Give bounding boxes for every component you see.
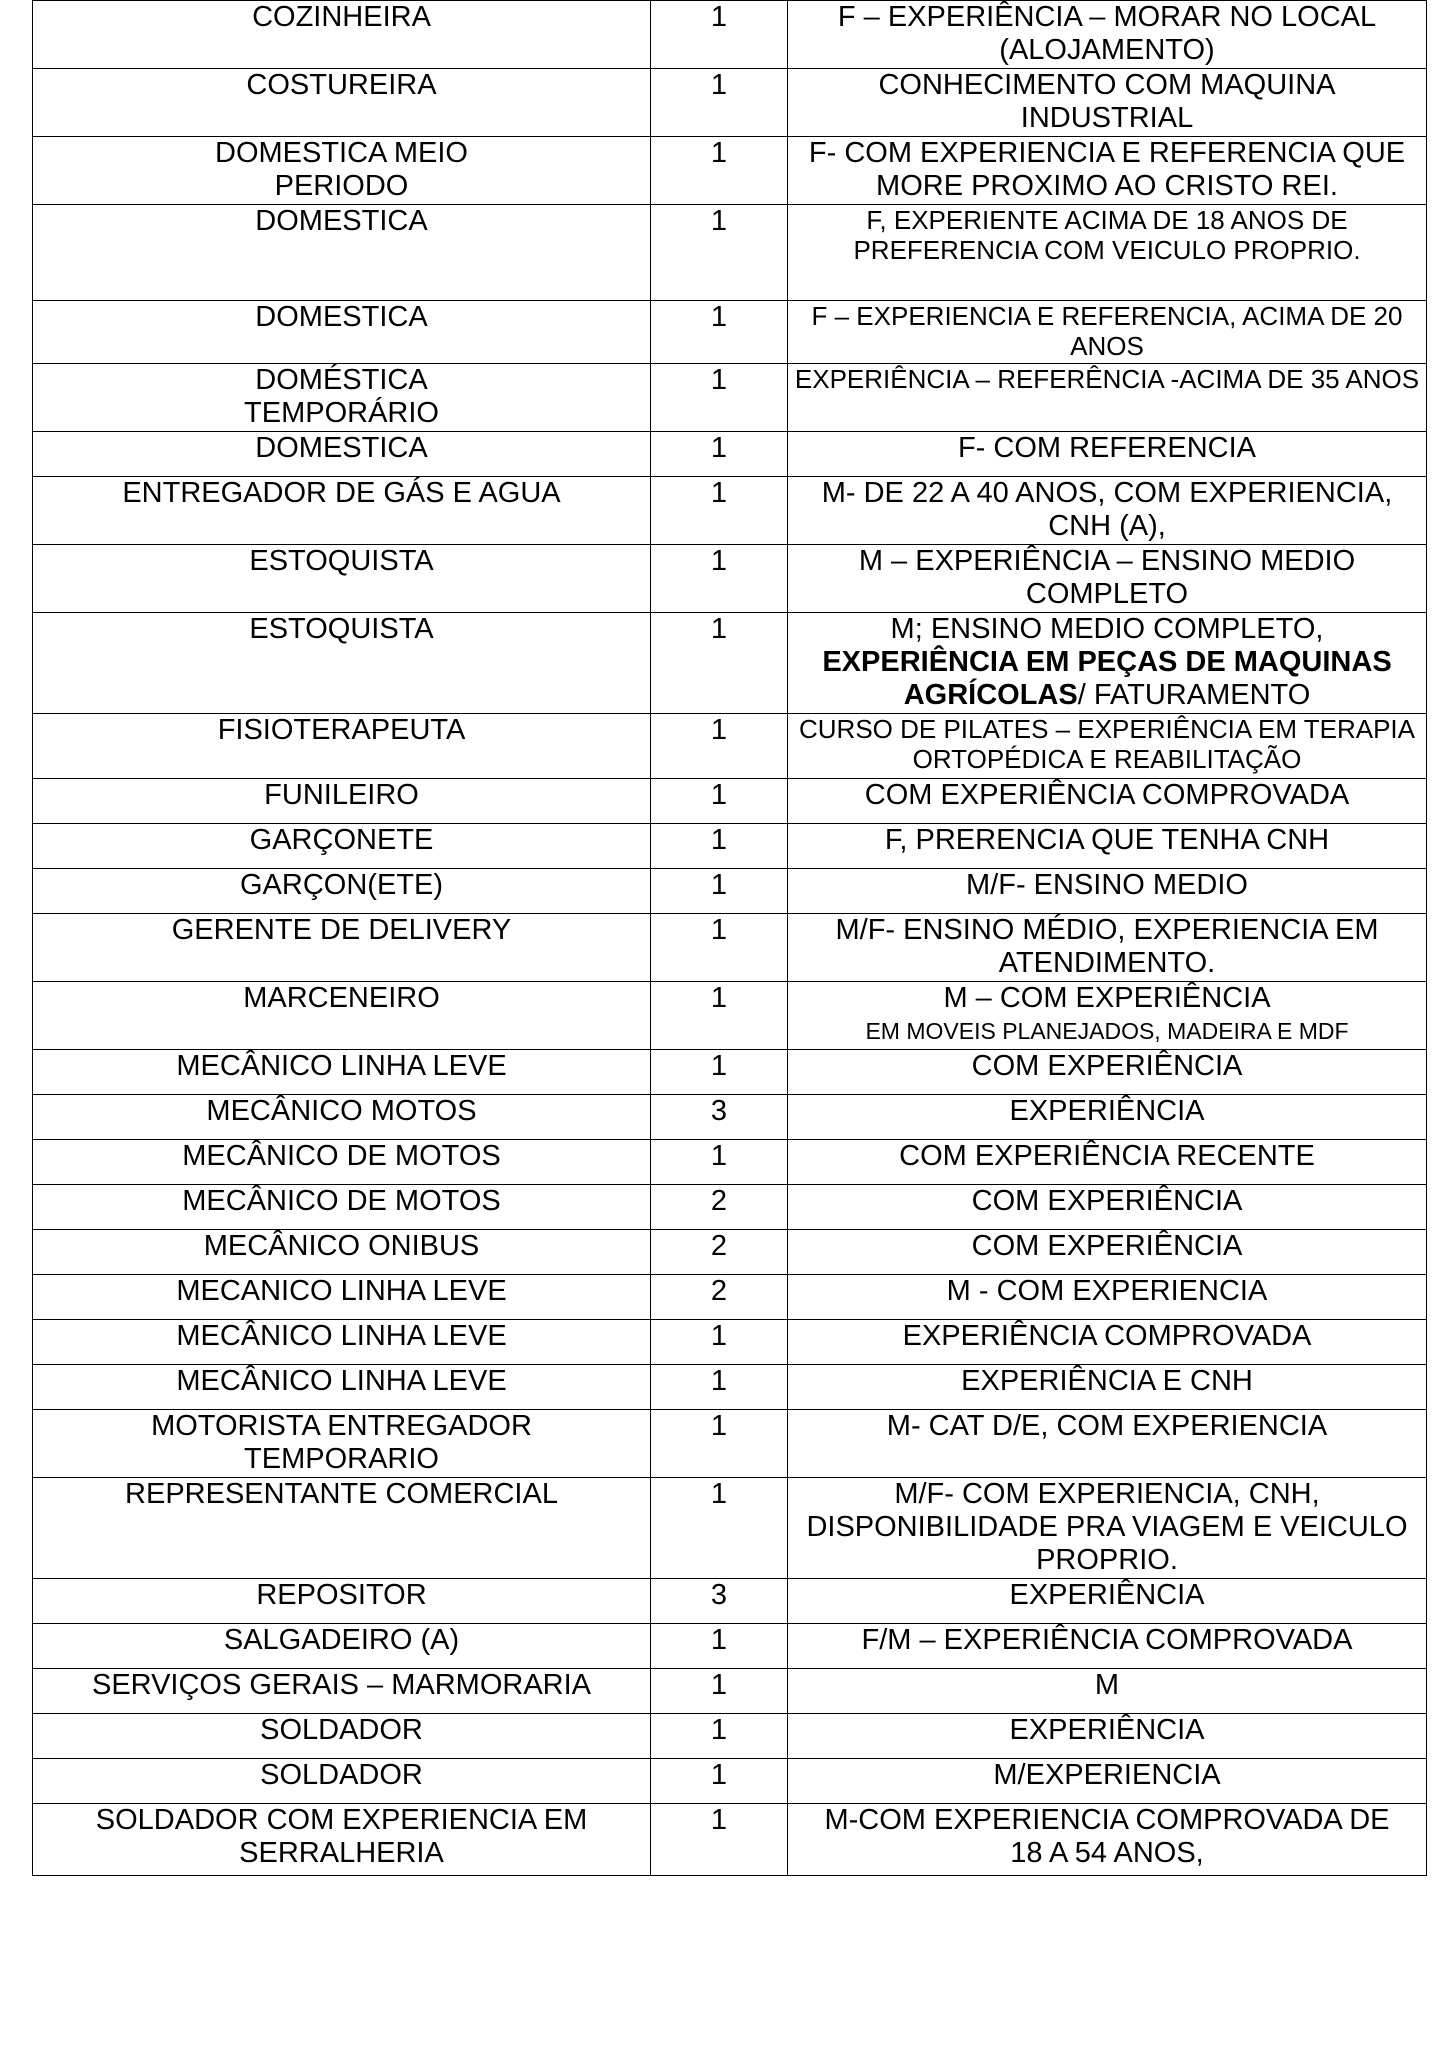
requirements-cell: COM EXPERIÊNCIA [788,1185,1427,1230]
requirements-cell: EXPERIÊNCIA [788,1714,1427,1759]
requirements-cell: EXPERIÊNCIA E CNH [788,1365,1427,1410]
table-row [33,545,1427,613]
quantity-cell: 1 [651,1804,788,1876]
quantity-cell: 1 [651,1410,788,1478]
table-row [33,69,1427,137]
table-row [33,1185,1427,1230]
table-row [33,1140,1427,1185]
requirements-cell: F/M – EXPERIÊNCIA COMPROVADA [788,1624,1427,1669]
quantity-cell: 3 [651,1095,788,1140]
requirements-cell: M – EXPERIÊNCIA – ENSINO MEDIO COMPLETO [788,545,1427,613]
quantity-cell: 1 [651,1759,788,1804]
quantity-cell: 1 [651,824,788,869]
table-row [33,613,1427,714]
table-row [33,1624,1427,1669]
quantity-cell: 2 [651,1185,788,1230]
table-row [33,1714,1427,1759]
table-row [33,1275,1427,1320]
role-cell: GERENTE DE DELIVERY [33,914,651,982]
table-row [33,1,1427,69]
table-row [33,1230,1427,1275]
quantity-cell: 1 [651,137,788,205]
role-cell: SOLDADOR [33,1714,651,1759]
role-cell: FISIOTERAPEUTA [33,714,651,779]
table-row [33,1365,1427,1410]
quantity-cell: 2 [651,1275,788,1320]
table-row [33,1320,1427,1365]
requirements-cell: CONHECIMENTO COM MAQUINA INDUSTRIAL [788,69,1427,137]
requirements-cell [788,982,1427,1050]
role-cell: DOMESTICA MEIO PERIODO [33,137,651,205]
quantity-cell: 1 [651,982,788,1050]
requirements-text: M; ENSINO MEDIO COMPLETO, [890,613,1324,645]
quantity-cell: 1 [651,914,788,982]
requirements-cell: EXPERIÊNCIA [788,1579,1427,1624]
requirements-emphasis: EXPERIÊNCIA EM PEÇAS DE MAQUINAS AGRÍCOLAS [822,646,1392,711]
role-cell: DOMÉSTICA TEMPORÁRIO [33,364,651,432]
table-row [33,779,1427,824]
quantity-cell: 1 [651,1365,788,1410]
role-cell: MARCENEIRO [33,982,651,1050]
role-cell: MECÂNICO LINHA LEVE [33,1365,651,1410]
role-cell: ENTREGADOR DE GÁS E AGUA [33,477,651,545]
role-cell: MOTORISTA ENTREGADOR TEMPORARIO [33,1410,651,1478]
table-row [33,1050,1427,1095]
quantity-cell: 1 [651,364,788,432]
requirements-cell: CURSO DE PILATES – EXPERIÊNCIA EM TERAPIA ORTOPÉDICA E REABILITAÇÃO [788,714,1427,779]
requirements-cell: M/F- ENSINO MÉDIO, EXPERIENCIA EM ATENDIMENTO. [788,914,1427,982]
quantity-cell: 1 [651,301,788,364]
quantity-cell: 1 [651,1140,788,1185]
requirements-cell: M - COM EXPERIENCIA [788,1275,1427,1320]
table-row [33,1410,1427,1478]
requirements-suffix: / FATURAMENTO [1077,679,1311,711]
table-row [33,205,1427,301]
requirements-cell: M/F- COM EXPERIENCIA, CNH, DISPONIBILIDADE PRA VIAGEM E VEICULO PROPRIO. [788,1478,1427,1579]
quantity-cell: 1 [651,779,788,824]
table-row [33,869,1427,914]
requirements-cell: F, PRERENCIA QUE TENHA CNH [788,824,1427,869]
requirements-cell: EXPERIÊNCIA COMPROVADA [788,1320,1427,1365]
requirements-cell: F, EXPERIENTE ACIMA DE 18 ANOS DE PREFERENCIA COM VEICULO PROPRIO. [788,205,1427,301]
requirements-cell: F – EXPERIÊNCIA – MORAR NO LOCAL (ALOJAMENTO) [788,1,1427,69]
requirements-cell: M- DE 22 A 40 ANOS, COM EXPERIENCIA, CNH (A), [788,477,1427,545]
requirements-cell: EXPERIÊNCIA – REFERÊNCIA -ACIMA DE 35 ANOS [788,364,1427,432]
role-cell: DOMESTICA [33,205,651,301]
table-row [33,824,1427,869]
quantity-cell: 1 [651,1624,788,1669]
requirements-cell: EXPERIÊNCIA [788,1095,1427,1140]
table-row [33,1478,1427,1579]
role-cell: COSTUREIRA [33,69,651,137]
table-row [33,1579,1427,1624]
role-cell: REPRESENTANTE COMERCIAL [33,1478,651,1579]
requirements-detail: EM MOVEIS PLANEJADOS, MADEIRA E MDF [865,1018,1349,1044]
table-row [33,1669,1427,1714]
table-row [33,364,1427,432]
role-cell: MECÂNICO DE MOTOS [33,1185,651,1230]
requirements-cell: F- COM REFERENCIA [788,432,1427,477]
role-cell: SALGADEIRO (A) [33,1624,651,1669]
quantity-cell: 1 [651,205,788,301]
table-row [33,1804,1427,1876]
role-cell: SOLDADOR COM EXPERIENCIA EM SERRALHERIA [33,1804,651,1876]
role-cell: MECÂNICO DE MOTOS [33,1140,651,1185]
table-row [33,914,1427,982]
quantity-cell: 1 [651,1050,788,1095]
role-cell: MECÂNICO LINHA LEVE [33,1320,651,1365]
requirements-cell: COM EXPERIÊNCIA RECENTE [788,1140,1427,1185]
job-openings-table [32,0,1427,1876]
table-row [33,714,1427,779]
role-cell: FUNILEIRO [33,779,651,824]
requirements-cell: M-COM EXPERIENCIA COMPROVADA DE 18 A 54 ANOS, [788,1804,1427,1876]
quantity-cell: 1 [651,869,788,914]
quantity-cell: 1 [651,613,788,714]
role-cell: DOMESTICA [33,432,651,477]
table-row [33,1095,1427,1140]
role-cell: ESTOQUISTA [33,613,651,714]
requirements-cell [788,613,1427,714]
table-row [33,137,1427,205]
role-cell: REPOSITOR [33,1579,651,1624]
quantity-cell: 1 [651,1,788,69]
table-row [33,301,1427,364]
role-cell: ESTOQUISTA [33,545,651,613]
requirements-cell: M/EXPERIENCIA [788,1759,1427,1804]
role-cell: MECÂNICO MOTOS [33,1095,651,1140]
table-row [33,1759,1427,1804]
quantity-cell: 3 [651,1579,788,1624]
quantity-cell: 1 [651,1320,788,1365]
role-cell: GARÇON(ETE) [33,869,651,914]
requirements-cell: M- CAT D/E, COM EXPERIENCIA [788,1410,1427,1478]
requirements-text: M – COM EXPERIÊNCIA [943,982,1271,1014]
table-row [33,432,1427,477]
requirements-cell: F- COM EXPERIENCIA E REFERENCIA QUE MORE PROXIMO AO CRISTO REI. [788,137,1427,205]
role-cell: MECÂNICO ONIBUS [33,1230,651,1275]
quantity-cell: 1 [651,1478,788,1579]
quantity-cell: 1 [651,69,788,137]
quantity-cell: 1 [651,432,788,477]
requirements-cell: M [788,1669,1427,1714]
quantity-cell: 1 [651,545,788,613]
quantity-cell: 1 [651,1669,788,1714]
requirements-cell: COM EXPERIÊNCIA [788,1050,1427,1095]
requirements-cell: F – EXPERIENCIA E REFERENCIA, ACIMA DE 20 ANOS [788,301,1427,364]
quantity-cell: 1 [651,1714,788,1759]
role-cell: COZINHEIRA [33,1,651,69]
quantity-cell: 1 [651,714,788,779]
role-cell: MECANICO LINHA LEVE [33,1275,651,1320]
role-cell: DOMESTICA [33,301,651,364]
requirements-cell: COM EXPERIÊNCIA [788,1230,1427,1275]
role-cell: MECÂNICO LINHA LEVE [33,1050,651,1095]
requirements-cell: COM EXPERIÊNCIA COMPROVADA [788,779,1427,824]
role-cell: GARÇONETE [33,824,651,869]
role-cell: SERVIÇOS GERAIS – MARMORARIA [33,1669,651,1714]
role-cell: SOLDADOR [33,1759,651,1804]
quantity-cell: 2 [651,1230,788,1275]
table-row [33,477,1427,545]
table-row [33,982,1427,1050]
quantity-cell: 1 [651,477,788,545]
requirements-cell: M/F- ENSINO MEDIO [788,869,1427,914]
